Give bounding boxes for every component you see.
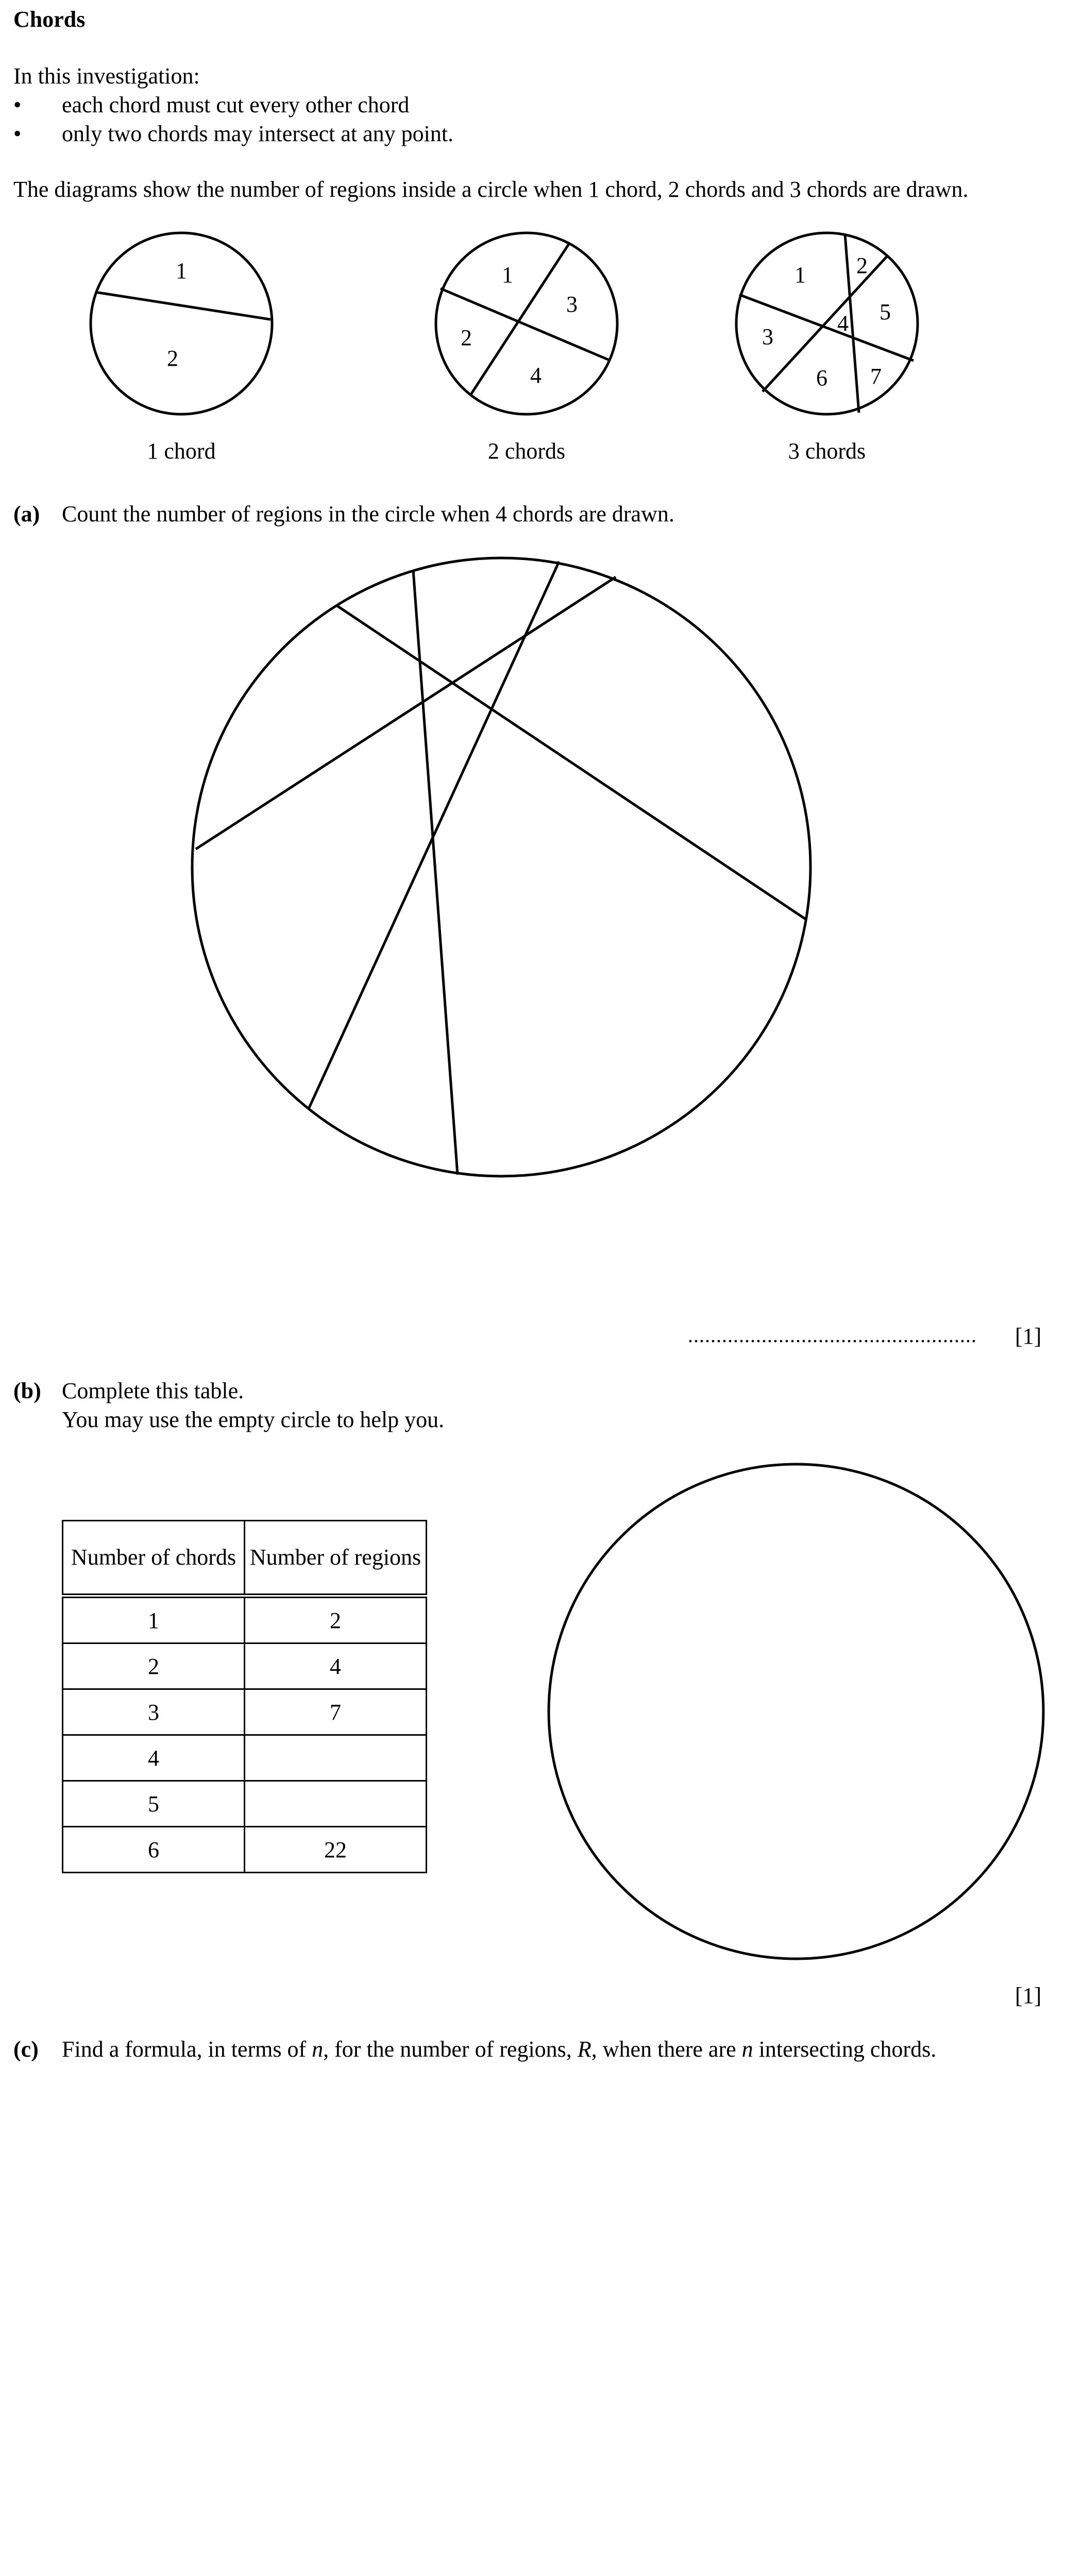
part-a-label: (a): [13, 501, 40, 527]
part-a-question: Count the number of regions in the circle when 4 chords are drawn.: [62, 501, 674, 527]
table-row: [63, 1827, 427, 1873]
chords-cell: 4: [63, 1735, 245, 1781]
regions-cell: 4: [245, 1643, 427, 1689]
chords-cell: 2: [63, 1643, 245, 1689]
diagram-2-circle: [436, 233, 617, 414]
diagram-3-chords: [736, 233, 918, 414]
chords-cell: 6: [63, 1827, 245, 1873]
caption-3-chords: 3 chords: [788, 438, 866, 464]
diagram-2-chord-line: [470, 243, 569, 395]
regions-cell: 2: [245, 1596, 427, 1643]
part-b-instruction-2: You may use the empty circle to help you.: [62, 1407, 445, 1432]
diagram-1-chord-line: [95, 292, 270, 319]
region-label: 7: [870, 364, 882, 389]
region-label: 2: [167, 346, 178, 371]
part-a-answer-line[interactable]: ...................................................: [688, 1324, 977, 1347]
regions-answer-cell[interactable]: [245, 1781, 427, 1827]
intro-description: The diagrams show the number of regions inside a circle when 1 chord, 2 chords and 3 chords are drawn.: [13, 177, 969, 202]
part-c-question: Find a formula, in terms of n, for the number of regions, R, when there are n intersecting chords.: [62, 2037, 937, 2062]
part-b-marks: [1]: [1015, 1983, 1042, 2008]
part-a-diagram: [192, 558, 810, 1176]
bullet-symbol: •: [13, 92, 22, 117]
header-number-of-regions: Number of regions: [245, 1521, 427, 1596]
bullet-item-1: each chord must cut every other chord: [62, 92, 410, 117]
regions-answer-cell[interactable]: [245, 1735, 427, 1781]
table-row: [63, 1781, 427, 1827]
diagram-2-chords: [436, 233, 617, 414]
region-label: 1: [176, 258, 187, 283]
part-a-chord: [413, 570, 458, 1175]
caption-2-chords: 2 chords: [487, 438, 566, 464]
region-label: 3: [762, 324, 773, 349]
table-row: [63, 1643, 427, 1689]
region-label: 2: [856, 253, 868, 278]
part-a-marks: [1]: [1015, 1324, 1042, 1349]
chords-cell: 5: [63, 1781, 245, 1827]
region-label: 2: [461, 325, 472, 350]
region-label: 3: [566, 292, 578, 317]
region-label: 1: [794, 262, 806, 287]
part-b-empty-circle: [549, 1464, 1043, 1959]
region-label: 5: [880, 299, 891, 325]
part-a-chord: [336, 605, 806, 920]
region-label: 6: [816, 365, 827, 391]
part-a-chord: [196, 577, 616, 849]
chords-cell: 3: [63, 1689, 245, 1735]
chords-cell: 1: [63, 1596, 245, 1643]
part-b-instruction-1: Complete this table.: [62, 1378, 244, 1403]
table-header-row: [63, 1521, 427, 1596]
bullet-symbol: •: [13, 121, 22, 146]
intro-lead: In this investigation:: [13, 63, 200, 89]
header-number-of-chords: Number of chords: [63, 1521, 245, 1596]
caption-1-chord: 1 chord: [147, 438, 216, 464]
diagram-1-chord: [91, 233, 272, 414]
part-a-chord: [309, 562, 559, 1108]
table-row: [63, 1735, 427, 1781]
regions-cell: 7: [245, 1689, 427, 1735]
region-label: 1: [502, 262, 513, 287]
table-row: [63, 1689, 427, 1735]
regions-cell: 22: [245, 1827, 427, 1873]
page-title: Chords: [13, 7, 86, 32]
region-label: 4: [530, 363, 542, 388]
regions-table: [62, 1520, 427, 1873]
region-label: 4: [837, 311, 849, 336]
table-row: [63, 1596, 427, 1643]
part-c-label: (c): [13, 2037, 39, 2062]
part-b-label: (b): [13, 1378, 41, 1403]
bullet-item-2: only two chords may intersect at any point.: [62, 121, 454, 146]
